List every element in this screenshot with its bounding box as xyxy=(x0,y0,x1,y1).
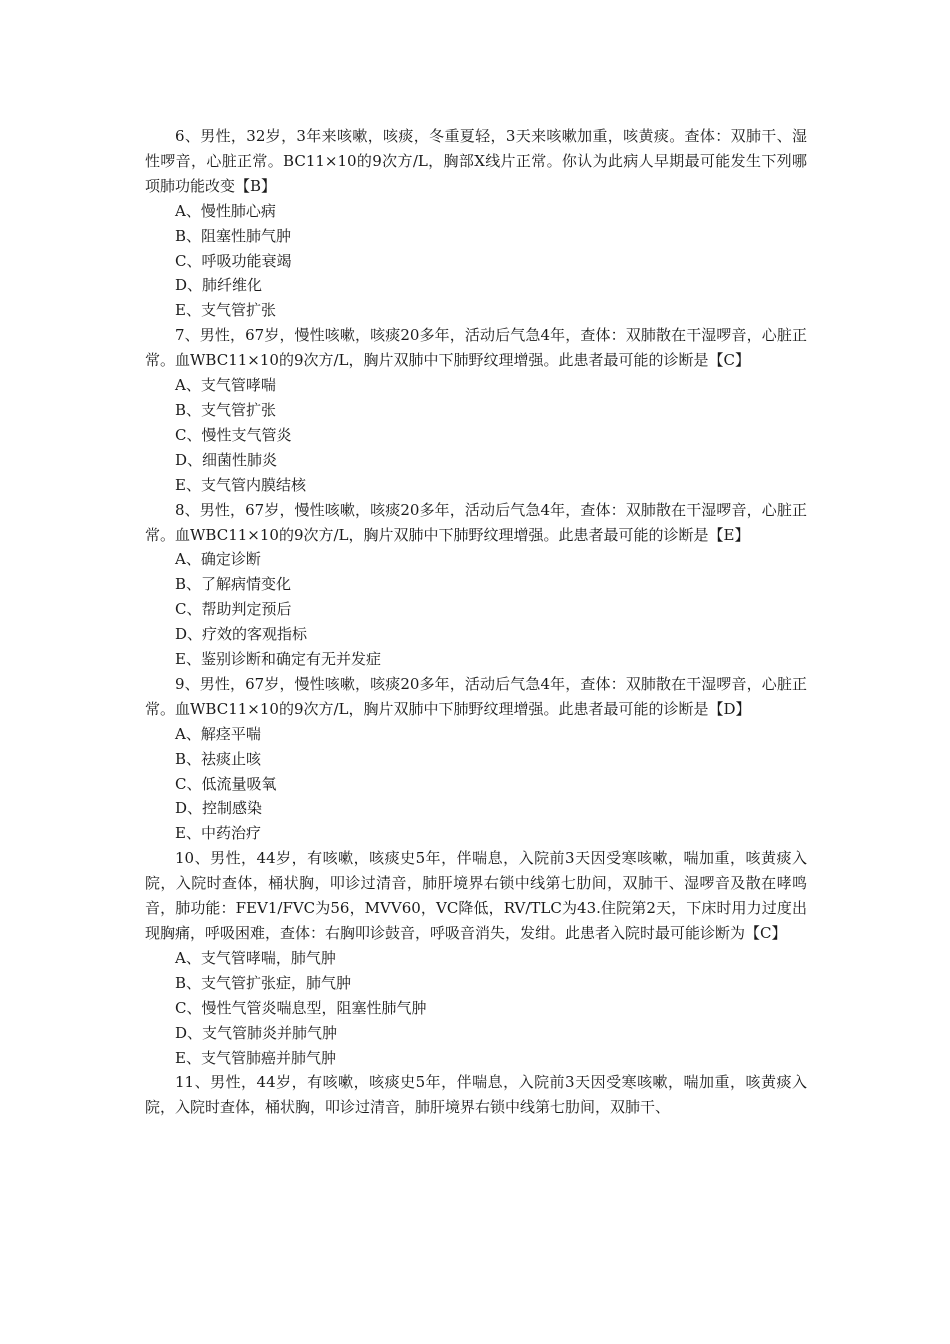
question-stem: 7、男性，67岁，慢性咳嗽，咳痰20多年，活动后气急4年，查体：双肺散在干湿啰音，心脏正常。血WBC11×10的9次方/L，胸片双肺中下肺野纹理增强。此患者最可能的诊断是【C】 xyxy=(145,326,807,370)
question-block xyxy=(145,1070,807,1120)
answer-option: A、支气管哮喘 xyxy=(175,376,276,395)
question-list xyxy=(145,124,807,1120)
answer-option: C、呼吸功能衰竭 xyxy=(175,251,292,270)
option-list xyxy=(145,547,807,672)
question-block xyxy=(145,846,807,1070)
answer-option: E、中药治疗 xyxy=(175,824,261,843)
question-stem: 8、男性，67岁，慢性咳嗽，咳痰20多年，活动后气急4年，查体：双肺散在干湿啰音，心脏正常。血WBC11×10的9次方/L，胸片双肺中下肺野纹理增强。此患者最可能的诊断是【E】 xyxy=(145,500,807,544)
answer-option: D、细菌性肺炎 xyxy=(175,450,278,469)
answer-option: B、了解病情变化 xyxy=(175,575,292,594)
option-list xyxy=(145,946,807,1071)
answer-option: A、确定诊断 xyxy=(175,550,261,569)
answer-option: D、支气管肺炎并肺气肿 xyxy=(175,1023,338,1042)
answer-option: E、支气管内膜结核 xyxy=(175,475,306,494)
answer-option: E、鉴别诊断和确定有无并发症 xyxy=(175,650,381,669)
option-list xyxy=(145,199,807,324)
answer-option: B、祛痰止咳 xyxy=(175,749,262,768)
answer-option: A、解痉平喘 xyxy=(175,724,261,743)
answer-option: C、慢性气管炎喘息型，阻塞性肺气肿 xyxy=(175,998,427,1017)
answer-option: E、支气管扩张 xyxy=(175,301,276,320)
question-stem: 6、男性，32岁，3年来咳嗽，咳痰，冬重夏轻，3天来咳嗽加重，咳黄痰。查体：双肺干、湿性啰音，心脏正常。BC11×10的9次方/L，胸部X线片正常。你认为此病人早期最可能发生下列哪项肺功能改变【B】 xyxy=(145,127,807,195)
answer-option: C、低流量吸氧 xyxy=(175,774,277,793)
answer-option: D、肺纤维化 xyxy=(175,276,263,295)
answer-option: A、支气管哮喘，肺气肿 xyxy=(175,948,336,967)
answer-option: E、支气管肺癌并肺气肿 xyxy=(175,1048,336,1067)
question-block xyxy=(145,124,807,323)
answer-option: A、慢性肺心病 xyxy=(175,201,276,220)
answer-option: B、支气管扩张症，肺气肿 xyxy=(175,973,352,992)
question-block xyxy=(145,498,807,672)
answer-option: C、帮助判定预后 xyxy=(175,600,292,619)
question-stem: 11、男性，44岁，有咳嗽，咳痰史5年，伴喘息，入院前3天因受寒咳嗽，喘加重，咳黄痰入院，入院时查体，桶状胸，叩诊过清音，肺肝境界右锁中线第七肋间，双肺干、 xyxy=(145,1073,807,1117)
option-list xyxy=(145,722,807,847)
answer-option: C、慢性支气管炎 xyxy=(175,425,292,444)
answer-option: B、阻塞性肺气肿 xyxy=(175,226,292,245)
option-list xyxy=(145,373,807,498)
answer-option: D、控制感染 xyxy=(175,799,263,818)
answer-option: B、支气管扩张 xyxy=(175,400,277,419)
answer-option: D、疗效的客观指标 xyxy=(175,625,308,644)
question-block xyxy=(145,323,807,497)
question-block xyxy=(145,672,807,846)
question-stem: 10、男性，44岁，有咳嗽，咳痰史5年，伴喘息，入院前3天因受寒咳嗽，喘加重，咳黄痰入院，入院时查体，桶状胸，叩诊过清音，肺肝境界右锁中线第七肋间，双肺干、湿啰音及散在哮鸣音，肺功能：FEV1/FVC为56，MVV60，VC降低，RV/TLC为43.住院第2天，下床时用力过度出现胸痛，呼吸困难，查体：右胸叩诊鼓音，呼吸音消失，发绀。此患者入院时最可能诊断为【C】 xyxy=(145,849,807,942)
question-stem: 9、男性，67岁，慢性咳嗽，咳痰20多年，活动后气急4年，查体：双肺散在干湿啰音，心脏正常。血WBC11×10的9次方/L，胸片双肺中下肺野纹理增强。此患者最可能的诊断是【D】 xyxy=(145,674,807,718)
